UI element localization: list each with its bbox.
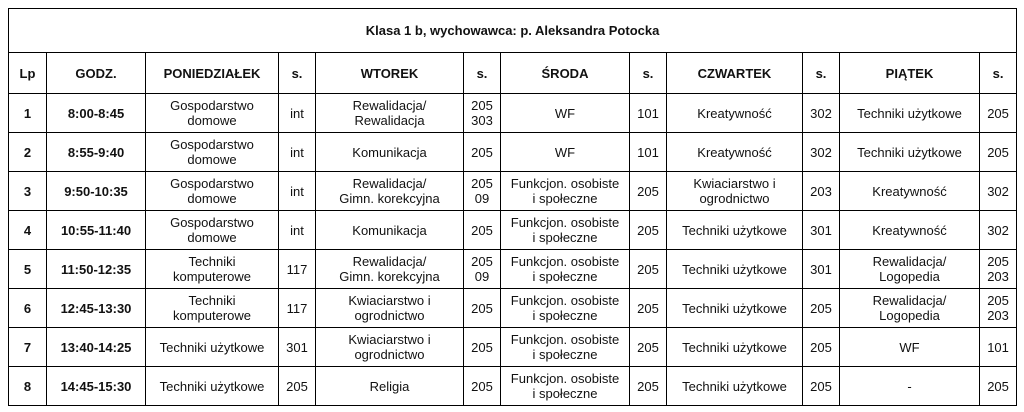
- lesson-number: 4: [9, 211, 47, 250]
- friday-subject: Techniki użytkowe: [840, 94, 980, 133]
- thursday-subject: Techniki użytkowe: [667, 289, 803, 328]
- monday-room: 117: [279, 289, 316, 328]
- header-room: s.: [464, 53, 501, 94]
- lesson-number: 2: [9, 133, 47, 172]
- friday-subject: WF: [840, 328, 980, 367]
- timetable: [8, 8, 1017, 406]
- monday-subject: Gospodarstwo domowe: [146, 133, 279, 172]
- tuesday-room: 205: [464, 328, 501, 367]
- friday-subject: -: [840, 367, 980, 406]
- tuesday-room: 205: [464, 133, 501, 172]
- header-monday: PONIEDZIAŁEK: [146, 53, 279, 94]
- tuesday-subject: Kwiaciarstwo i ogrodnictwo: [316, 289, 464, 328]
- header-wednesday: ŚRODA: [501, 53, 630, 94]
- tuesday-room: 205: [464, 367, 501, 406]
- header-room: s.: [980, 53, 1017, 94]
- lesson-time: 11:50-12:35: [47, 250, 146, 289]
- lesson-time: 12:45-13:30: [47, 289, 146, 328]
- lesson-number: 3: [9, 172, 47, 211]
- header-row: [9, 53, 1017, 94]
- thursday-subject: Kwiaciarstwo i ogrodnictwo: [667, 172, 803, 211]
- lesson-number: 6: [9, 289, 47, 328]
- friday-subject: Rewalidacja/ Logopedia: [840, 289, 980, 328]
- tuesday-room: 205 303: [464, 94, 501, 133]
- monday-room: int: [279, 94, 316, 133]
- monday-subject: Gospodarstwo domowe: [146, 211, 279, 250]
- wednesday-subject: WF: [501, 133, 630, 172]
- lesson-time: 14:45-15:30: [47, 367, 146, 406]
- header-tuesday: WTOREK: [316, 53, 464, 94]
- table-row: [9, 94, 1017, 133]
- wednesday-subject: Funkcjon. osobiste i społeczne: [501, 367, 630, 406]
- thursday-subject: Kreatywność: [667, 133, 803, 172]
- monday-room: 205: [279, 367, 316, 406]
- monday-subject: Gospodarstwo domowe: [146, 172, 279, 211]
- header-time: GODZ.: [47, 53, 146, 94]
- friday-subject: Kreatywność: [840, 211, 980, 250]
- thursday-room: 301: [803, 250, 840, 289]
- table-title: Klasa 1 b, wychowawca: p. Aleksandra Potocka: [9, 9, 1017, 53]
- header-lp: Lp: [9, 53, 47, 94]
- tuesday-subject: Kwiaciarstwo i ogrodnictwo: [316, 328, 464, 367]
- tuesday-subject: Religia: [316, 367, 464, 406]
- timetable-body: [9, 94, 1017, 406]
- header-friday: PIĄTEK: [840, 53, 980, 94]
- wednesday-subject: Funkcjon. osobiste i społeczne: [501, 172, 630, 211]
- wednesday-room: 205: [630, 172, 667, 211]
- monday-room: int: [279, 172, 316, 211]
- thursday-subject: Techniki użytkowe: [667, 328, 803, 367]
- tuesday-room: 205: [464, 289, 501, 328]
- thursday-room: 301: [803, 211, 840, 250]
- friday-room: 205: [980, 367, 1017, 406]
- wednesday-room: 205: [630, 211, 667, 250]
- monday-room: 117: [279, 250, 316, 289]
- tuesday-room: 205 09: [464, 250, 501, 289]
- table-row: [9, 367, 1017, 406]
- thursday-room: 203: [803, 172, 840, 211]
- wednesday-subject: Funkcjon. osobiste i społeczne: [501, 289, 630, 328]
- friday-subject: Techniki użytkowe: [840, 133, 980, 172]
- table-row: [9, 328, 1017, 367]
- thursday-room: 205: [803, 328, 840, 367]
- wednesday-subject: WF: [501, 94, 630, 133]
- table-row: [9, 289, 1017, 328]
- monday-room: 301: [279, 328, 316, 367]
- tuesday-room: 205 09: [464, 172, 501, 211]
- thursday-subject: Kreatywność: [667, 94, 803, 133]
- tuesday-subject: Komunikacja: [316, 211, 464, 250]
- friday-room: 205: [980, 94, 1017, 133]
- wednesday-subject: Funkcjon. osobiste i społeczne: [501, 328, 630, 367]
- friday-room: 101: [980, 328, 1017, 367]
- thursday-room: 205: [803, 367, 840, 406]
- thursday-subject: Techniki użytkowe: [667, 211, 803, 250]
- tuesday-subject: Rewalidacja/ Gimn. korekcyjna: [316, 250, 464, 289]
- tuesday-subject: Rewalidacja/ Gimn. korekcyjna: [316, 172, 464, 211]
- friday-subject: Kreatywność: [840, 172, 980, 211]
- lesson-number: 5: [9, 250, 47, 289]
- friday-room: 205: [980, 133, 1017, 172]
- monday-subject: Techniki użytkowe: [146, 367, 279, 406]
- table-row: [9, 172, 1017, 211]
- wednesday-room: 205: [630, 289, 667, 328]
- tuesday-subject: Komunikacja: [316, 133, 464, 172]
- wednesday-room: 205: [630, 250, 667, 289]
- monday-subject: Gospodarstwo domowe: [146, 94, 279, 133]
- header-room: s.: [803, 53, 840, 94]
- lesson-time: 9:50-10:35: [47, 172, 146, 211]
- lesson-time: 10:55-11:40: [47, 211, 146, 250]
- lesson-time: 8:00-8:45: [47, 94, 146, 133]
- tuesday-room: 205: [464, 211, 501, 250]
- table-row: [9, 211, 1017, 250]
- lesson-number: 8: [9, 367, 47, 406]
- lesson-time: 13:40-14:25: [47, 328, 146, 367]
- wednesday-room: 101: [630, 94, 667, 133]
- monday-subject: Techniki komputerowe: [146, 250, 279, 289]
- title-row: [9, 9, 1017, 53]
- table-row: [9, 250, 1017, 289]
- friday-room: 302: [980, 172, 1017, 211]
- friday-subject: Rewalidacja/ Logopedia: [840, 250, 980, 289]
- wednesday-room: 205: [630, 367, 667, 406]
- monday-room: int: [279, 133, 316, 172]
- wednesday-room: 205: [630, 328, 667, 367]
- thursday-room: 205: [803, 289, 840, 328]
- friday-room: 205 203: [980, 250, 1017, 289]
- wednesday-room: 101: [630, 133, 667, 172]
- table-row: [9, 133, 1017, 172]
- header-thursday: CZWARTEK: [667, 53, 803, 94]
- thursday-subject: Techniki użytkowe: [667, 250, 803, 289]
- lesson-time: 8:55-9:40: [47, 133, 146, 172]
- monday-subject: Techniki użytkowe: [146, 328, 279, 367]
- lesson-number: 1: [9, 94, 47, 133]
- tuesday-subject: Rewalidacja/ Rewalidacja: [316, 94, 464, 133]
- header-room: s.: [630, 53, 667, 94]
- monday-subject: Techniki komputerowe: [146, 289, 279, 328]
- thursday-subject: Techniki użytkowe: [667, 367, 803, 406]
- friday-room: 205 203: [980, 289, 1017, 328]
- wednesday-subject: Funkcjon. osobiste i społeczne: [501, 211, 630, 250]
- monday-room: int: [279, 211, 316, 250]
- header-room: s.: [279, 53, 316, 94]
- wednesday-subject: Funkcjon. osobiste i społeczne: [501, 250, 630, 289]
- lesson-number: 7: [9, 328, 47, 367]
- thursday-room: 302: [803, 94, 840, 133]
- friday-room: 302: [980, 211, 1017, 250]
- thursday-room: 302: [803, 133, 840, 172]
